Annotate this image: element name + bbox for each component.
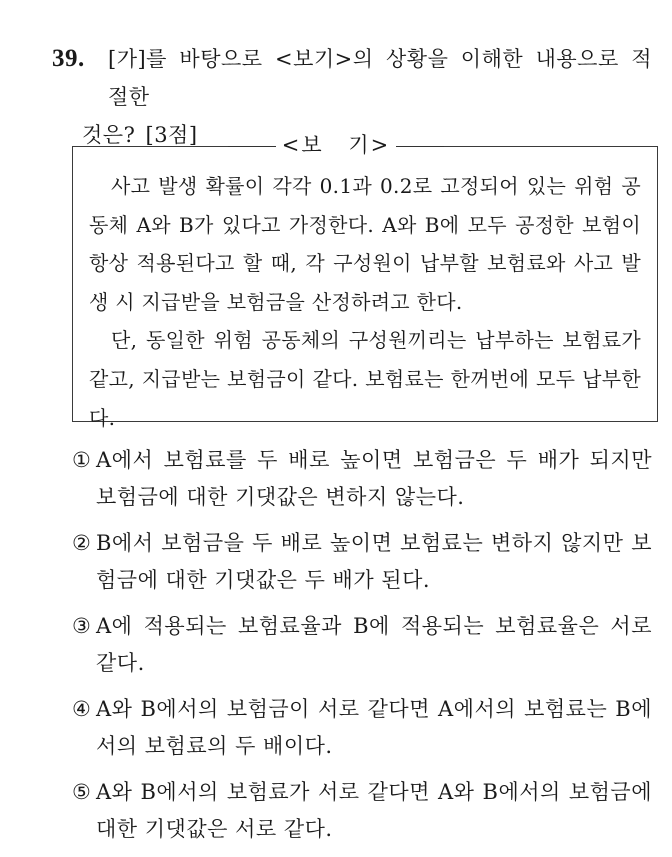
question-number: 39. (52, 45, 85, 72)
choice-4-text: A와 B에서의 보험금이 서로 같다면 A에서의 보험료는 B에서의 보험료의 두 배이다. (96, 697, 652, 758)
choice-1-marker: ① (72, 448, 92, 472)
question-text-line2: 것은? [3점] (82, 123, 198, 147)
choice-4[interactable] (72, 691, 652, 765)
bogi-paragraph-2: 단, 동일한 위험 공동체의 구성원끼리는 납부하는 보험료가 같고, 지급받는 보험금이 같다. 보험료는 한꺼번에 모두 납부한다. (89, 328, 641, 430)
choice-5[interactable] (72, 774, 652, 848)
choice-1-text: A에서 보험료를 두 배로 높이면 보험금은 두 배가 되지만 보험금에 대한 기댓값은 변하지 않는다. (96, 448, 652, 509)
choice-2-marker: ② (72, 531, 92, 555)
choice-2[interactable] (72, 525, 652, 599)
bogi-title-text: <보 기> (276, 133, 396, 157)
question-text-line1: [가]를 바탕으로 <보기>의 상황을 이해한 내용으로 적절한 (108, 47, 652, 109)
bogi-box (72, 146, 658, 430)
choice-2-text: B에서 보험금을 두 배로 높이면 보험료는 변하지 않지만 보험금에 대한 기댓값은 두 배가 된다. (96, 531, 652, 592)
bogi-content (89, 167, 641, 437)
bogi-title (0, 130, 672, 160)
bogi-title-rule-left (228, 146, 276, 147)
choice-3-text: A에 적용되는 보험료율과 B에 적용되는 보험료율은 서로 같다. (96, 614, 652, 675)
choice-1[interactable] (72, 442, 652, 516)
bogi-paragraph-1: 사고 발생 확률이 각각 0.1과 0.2로 고정되어 있는 위험 공동체 A와 B가 있다고 가정한다. A와 B에 모두 공정한 보험이 항상 적용된다고 할 때, 각 구성원이 납부할 보험료와 사고 발생 시 지급받을 보험금을 산정하려고 한다. (89, 174, 641, 314)
choice-3-marker: ③ (72, 614, 92, 638)
choice-4-marker: ④ (72, 697, 92, 721)
bogi-title-rule-right (396, 146, 444, 147)
choice-5-marker: ⑤ (72, 780, 92, 804)
choice-3[interactable] (72, 608, 652, 682)
answer-choices (72, 442, 652, 857)
choice-5-text: A와 B에서의 보험료가 서로 같다면 A와 B에서의 보험금에 대한 기댓값은 서로 같다. (96, 780, 652, 841)
